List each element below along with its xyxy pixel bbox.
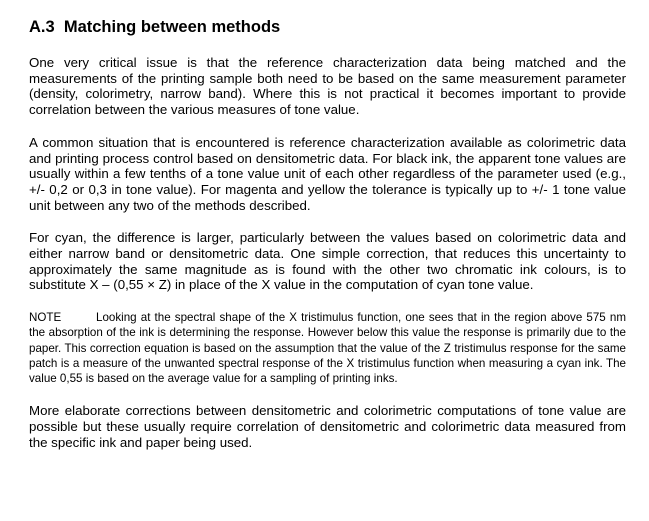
note-label: NOTE xyxy=(29,311,62,325)
paragraph-elaborate-corrections: More elaborate corrections between densitometric and colorimetric computations of tone value are possible but these usually require correlation of densitometric and colorimetric data measured from the specific ink and paper being used. xyxy=(29,403,626,450)
paragraph-common-situation: A common situation that is encountered is reference characterization available as colorimetric data and printing process control based on densitometric data. For black ink, the apparent tone values are usually within a few tenths of a tone value unit of each other regardless of the parameter used (e.g., +/- 0,2 or 0,3 in tone value). For magenta and yellow the tolerance is typically up to +/- 1 tone value unit between any two of the methods described. xyxy=(29,134,626,213)
note-text: Looking at the spectral shape of the X tristimulus function, one sees that in the region above 575 nm the absorption of the ink is determining the response. However below this value the response is primarily due to the paper. This correction equation is based on the assumption that the value of the Z tristimulus response for the same patch is a measure of the unwanted spectral response of the X tristimulus function when measuring a cyan ink. The value 0,55 is based on the average value for a sampling of printing inks. xyxy=(29,311,626,385)
paragraph-measurement-parameter: One very critical issue is that the reference characterization data being matched and the measurements of the printing sample both need to be based on the same measurement parameter (density, colorimetry, narrow band). Where this is not practical it becomes important to provide correlation between the various measures of tone value. xyxy=(29,55,626,118)
document-page xyxy=(29,16,626,467)
note-block xyxy=(29,310,626,386)
section-heading: A.3 Matching between methods xyxy=(29,18,281,36)
paragraph-cyan-correction: For cyan, the difference is larger, particularly between the values based on colorimetric data and either narrow band or densitometric data. One simple correction, that reduces this uncertainty to approximately the same magnitude as is found with the other two chromatic ink colours, is to substitute X – (0,55 × Z) in place of the X value in the computation of cyan tone value. xyxy=(29,230,626,293)
